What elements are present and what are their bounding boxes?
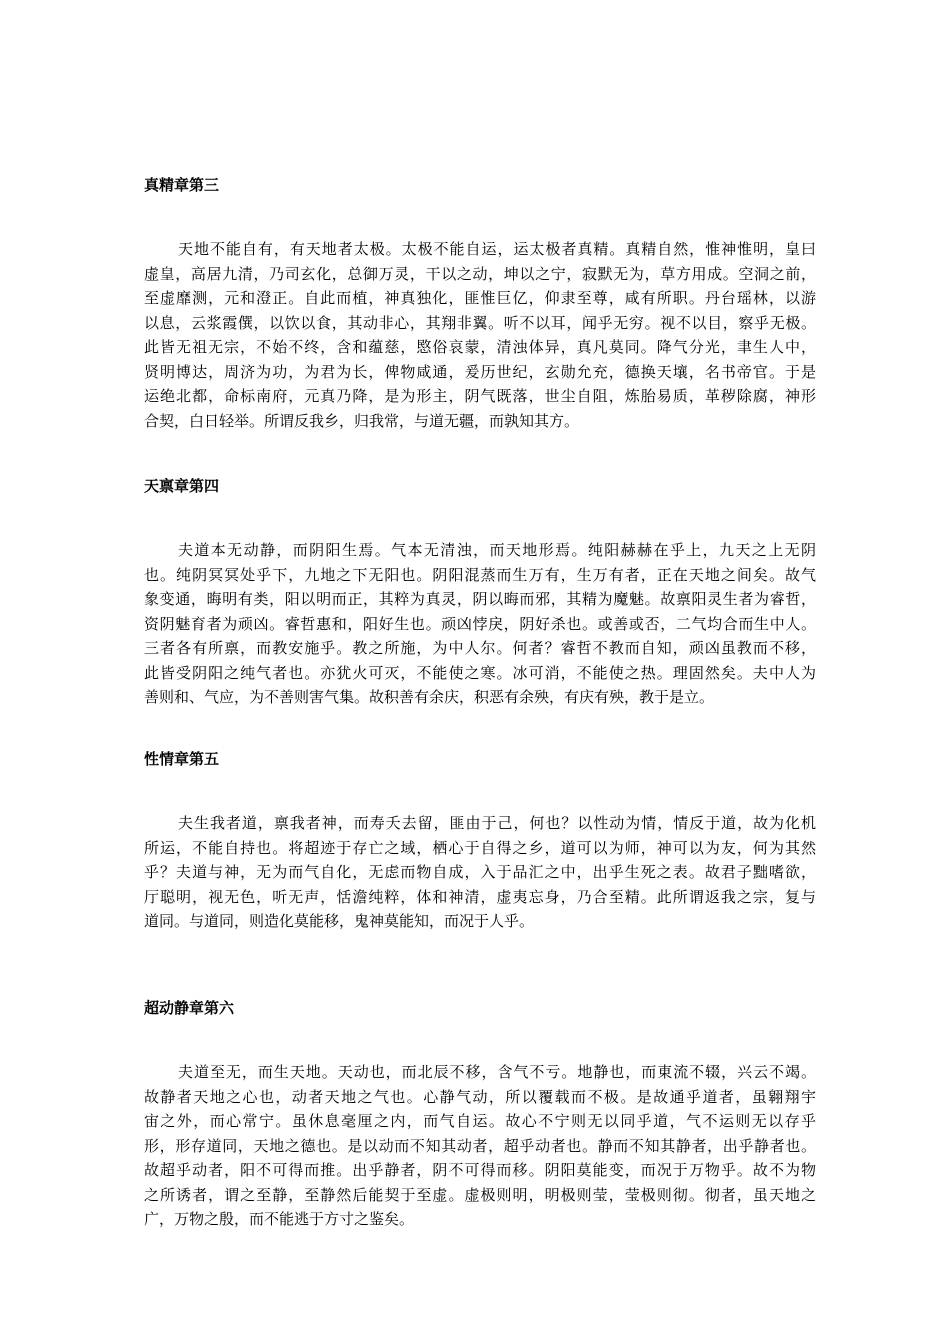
paragraph-line: 善则和、气应，为不善则害气集。故积善有余庆，积恶有余殃，有庆有殃，教于是立。 (144, 688, 715, 706)
paragraph-line: 形，形存道同，天地之德也。是以动而不知其动者，超乎动者也。静而不知其静者，出乎静者也。 (144, 1136, 816, 1155)
paragraph-line: 夫生我者道，禀我者神，而寿夭去留，匪由于己，何也？以性动为情，情反于道，故为化机 (178, 814, 816, 832)
section-title: 真精章第三 (144, 176, 220, 194)
section-paragraph (144, 237, 816, 433)
paragraph-line: 宙之外，而心常宁。虽休息毫厘之内，而气自运。故心不宁则无以同乎道，气不运则无以存乎 (144, 1112, 816, 1130)
section-paragraph (144, 811, 816, 934)
paragraph-line: 至虚靡测，元和澄正。自此而植，神真独化，匪惟巨亿，仰隶至尊，咸有所职。丹台瑶林，以游 (144, 289, 816, 307)
paragraph-line: 夫道本无动静，而阴阳生焉。气本无清浊，而天地形焉。纯阳赫赫在乎上，九天之上无阴 (178, 541, 816, 559)
section-paragraph (144, 1060, 816, 1232)
paragraph-line: 厅聪明，视无色，听无声，恬澹纯粹，体和神清，虚夷忘身，乃合至精。此所谓返我之宗，复与 (144, 887, 816, 906)
paragraph-line: 也。纯阴冥冥处乎下，九地之下无阳也。阴阳混蒸而生万有，生万有者，正在天地之间矣。故气 (144, 565, 816, 584)
paragraph-line: 此皆无祖无宗，不始不终，含和蕴慈，愍俗哀蒙，清浊体异，真凡莫同。降气分光，聿生人中， (144, 338, 816, 356)
section-title: 天禀章第四 (144, 477, 220, 495)
paragraph-line: 合契，白日轻举。所谓反我乡，归我常，与道无疆，而孰知其方。 (144, 411, 580, 430)
paragraph-line: 三者各有所禀，而教安施乎。教之所施，为中人尔。何者？睿哲不教而自知，顽凶虽教而不移， (144, 639, 816, 657)
section-xingqing (144, 749, 816, 934)
paragraph-line: 虚皇，高居九清，乃司玄化，总御万灵，干以之动，坤以之宁，寂默无为，草方用成。空洞之前， (144, 264, 816, 283)
paragraph-line: 天地不能自有，有天地者太极。太极不能自运，运太极者真精。真精自然，惟神惟明，皇曰 (178, 240, 816, 258)
paragraph-line: 夫道至无，而生天地。天动也，而北辰不移，含气不亏。地静也，而東流不辍，兴云不竭。 (178, 1063, 816, 1081)
section-tianbing (144, 476, 816, 710)
paragraph-line: 象变通，晦明有类，阳以明而正，其粹为真灵，阴以晦而邪，其精为魔魅。故禀阳灵生者为睿哲， (144, 590, 816, 608)
paragraph-line: 乎？夫道与神，无为而气自化，无虑而物自成，入于品汇之中，出乎生死之表。故君子黜嗜欲， (144, 863, 816, 881)
paragraph-line: 所运，不能自持也。将超迹于存亡之域，栖心于自得之乡，道可以为师，神可以为友，何为其然 (144, 838, 816, 857)
paragraph-line: 资阴魅育者为顽凶。睿哲惠和，阳好生也。顽凶悖戾，阴好杀也。或善或否，二气均合而生中人。 (144, 614, 816, 633)
paragraph-line: 以息，云浆霞僎，以饮以食，其动非心，其翔非翼。听不以耳，闻乎无穷。视不以目，察乎无极。 (144, 313, 816, 332)
paragraph-line: 故静者天地之心也，动者天地之气也。心静气动，所以覆载而不极。是故通乎道者，虽翱翔宇 (144, 1087, 816, 1106)
paragraph-line: 之所诱者，谓之至静，至静然后能契于至虚。虚极则明，明极则莹，莹极则彻。彻者，虽天地之 (144, 1185, 816, 1204)
paragraph-line: 运绝北都，命标南府，元真乃降，是为形主，阴气既落，世尘自阻，炼胎易质，革秽除腐，神形 (144, 387, 816, 405)
section-paragraph (144, 538, 816, 710)
paragraph-line: 贤明博达，周济为功，为君为长，俾物咸通，爰历世纪，玄勋允充，德换天壤，名书帝官。于是 (144, 362, 816, 381)
section-chaodongjing (144, 998, 816, 1232)
paragraph-line: 道同。与道同，则造化莫能移，鬼神莫能知，而况于人乎。 (144, 912, 535, 930)
section-title: 超动静章第六 (144, 999, 235, 1017)
section-title: 性情章第五 (144, 750, 220, 768)
paragraph-line: 广，万物之殷，而不能逃于方寸之鉴矣。 (144, 1210, 415, 1228)
paragraph-line: 故超乎动者，阳不可得而推。出乎静者，阴不可得而移。阴阳莫能变，而况于万物乎。故不为物 (144, 1161, 816, 1179)
section-zhenjing (144, 175, 816, 433)
paragraph-line: 此皆受阴阳之纯气者也。亦犹火可灭，不能使之寒。冰可消，不能使之热。理固然矣。夫中人为 (144, 663, 816, 682)
